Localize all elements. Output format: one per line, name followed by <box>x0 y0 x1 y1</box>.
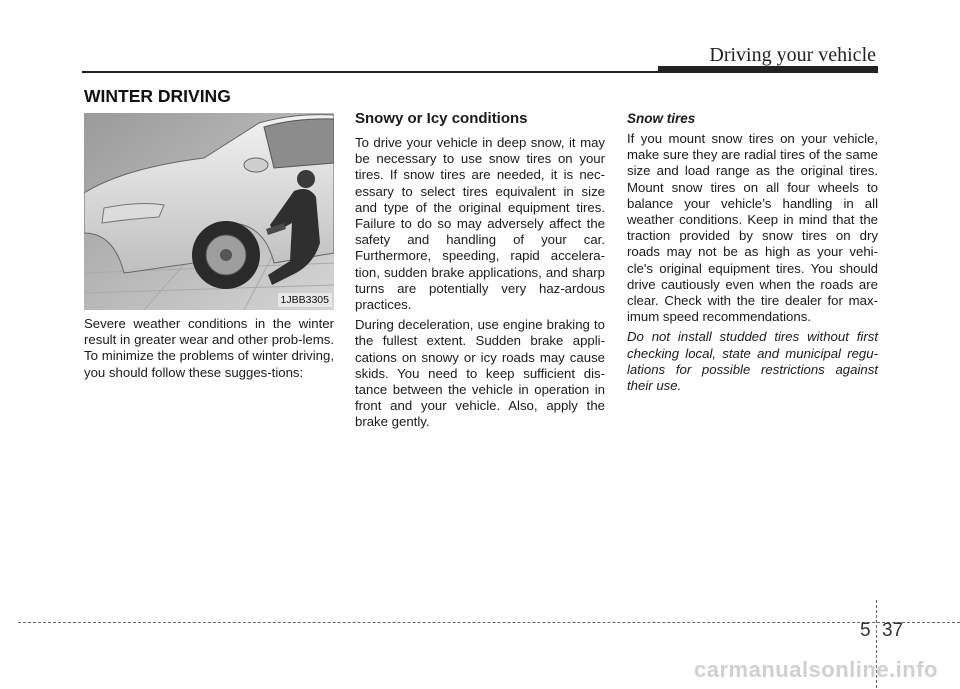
page-number: 37 <box>882 620 904 641</box>
footer-dashed-rule <box>18 622 960 623</box>
header-rule-bar <box>658 66 878 73</box>
car-tire-illustration <box>84 113 334 310</box>
column-3 <box>627 110 878 398</box>
intro-paragraph: Severe weather conditions in the winter result in greater wear and other prob-lems. To minimize the problems of winter driving, you should follow these sugges-tions: <box>84 316 334 380</box>
snowy-icy-heading: Snowy or Icy conditions <box>355 110 528 127</box>
column-1 <box>84 316 334 385</box>
snowy-paragraph-2: During deceleration, use engine braking to the fullest extent. Sudden brake appli-cations on snowy or icy roads may cause skids. You need to keep sufficient dis-tance between the vehicle in operation in front and your vehicle. Also, apply the brake gently. <box>355 317 605 430</box>
column-2 <box>355 110 605 435</box>
chapter-number: 5 <box>860 620 871 641</box>
header-rule <box>82 71 658 73</box>
running-header: Driving your vehicle <box>709 44 876 66</box>
snow-tires-paragraph: If you mount snow tires on your vehicle, make sure they are radial tires of the same size and load range as the original tires. Mount snow tires on all four wheels to balance your vehicle’s handling in all weather conditions. Keep in mind that the traction provided by snow tires on dry roads may not be as high as your vehi-cle's original equipment tires. You should drive cautiously even when the roads are clear. Check with the tire dealer for max-imum speed recommendations. <box>627 131 878 325</box>
watermark: carmanualsonline.info <box>694 657 938 682</box>
snowy-paragraph-1: To drive your vehicle in deep snow, it may be necessary to use snow tires on your tires. If snow tires are needed, it is nec-essary to select tires equivalent in size and type of the original equipment tires. Failure to do so may adversely affect the safety and handling of your car. Furthermore, speeding, rapid accelera-tion, sudden brake applications, and sharp turns are potentially very haz-ardous practices. <box>355 135 605 313</box>
car-illustration <box>84 113 334 310</box>
section-title: WINTER DRIVING <box>84 86 231 106</box>
figure-label: 1JBB3305 <box>278 293 332 307</box>
studded-tires-warning: Do not install studded tires without first checking local, state and municipal regu-lations for possible restrictions against their use. <box>627 329 878 394</box>
snow-tires-heading: Snow tires <box>627 111 696 126</box>
